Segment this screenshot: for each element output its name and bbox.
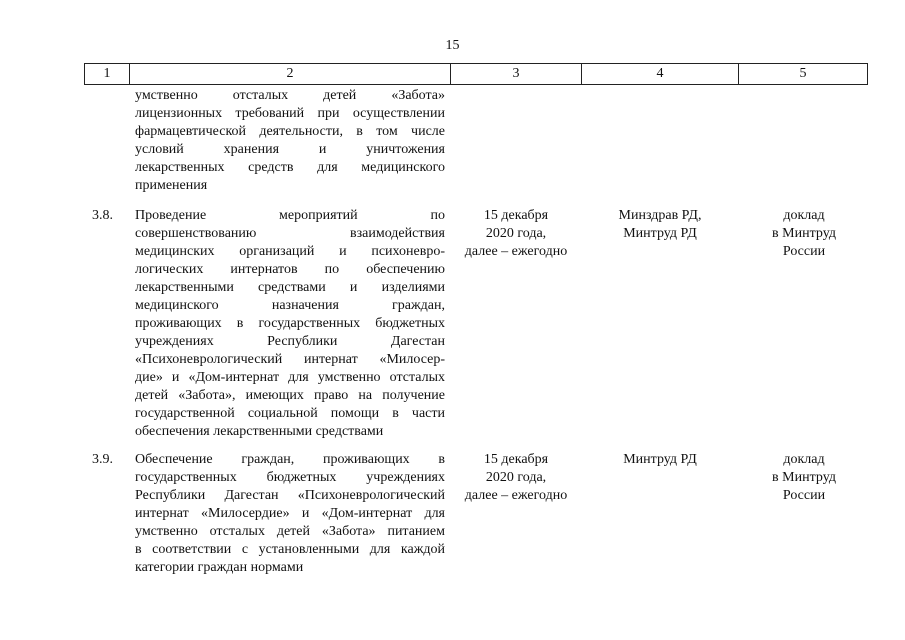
text-line: учреждениях Республики Дагестан [135, 334, 445, 349]
text-line: условий хранения и уничтожения [135, 142, 445, 157]
column-header-3: 3 [450, 64, 581, 84]
text-line: обеспечения лекарственными средствами [135, 424, 384, 439]
result-line: в Минтруд [772, 226, 836, 241]
result-line: доклад [783, 452, 825, 467]
row-number: 3.8. [92, 208, 113, 223]
result-line: доклад [783, 208, 825, 223]
result-line: России [782, 488, 826, 503]
executor-cell [582, 451, 738, 469]
result-line: в Минтруд [772, 470, 836, 485]
text-line: государственных бюджетных учреждениях [135, 470, 445, 485]
text-line: фармацевтической деятельности, в том числе [135, 124, 445, 139]
measure-text [135, 451, 445, 577]
deadline-line: 2020 года, [485, 226, 547, 241]
text-line: лекарственных средств для медицинского [135, 160, 445, 175]
row-number: 3.9. [92, 452, 113, 467]
deadline-line: 15 декабря [483, 452, 549, 467]
text-line: проживающих в государственных бюджетных [135, 316, 445, 331]
deadline-line: 2020 года, [485, 470, 547, 485]
text-line: интернат «Милосердие» и «Дом-интернат для [135, 506, 445, 521]
text-line: в соответствии с установленными для каждой [135, 542, 445, 557]
page-number: 15 [445, 38, 460, 53]
text-line: логических интернатов по обеспечению [135, 262, 445, 277]
text-line: применения [135, 178, 208, 193]
column-header-4: 4 [581, 64, 738, 84]
text-line: «Психоневрологический интернат «Милосер- [135, 352, 445, 367]
executor-line: Минтруд РД [623, 452, 697, 467]
text-line: Проведение мероприятий по [135, 208, 445, 223]
executor-cell [582, 207, 738, 243]
text-line: Обеспечение граждан, проживающих в [135, 452, 445, 467]
deadline-line: 15 декабря [483, 208, 549, 223]
column-header-5: 5 [738, 64, 868, 84]
text-line: дие» и «Дом-интернат для умственно отсталых [135, 370, 445, 385]
deadline-cell [452, 451, 580, 505]
text-line: медицинских организаций и психоневро- [135, 244, 445, 259]
table-header [84, 63, 868, 85]
column-header-2: 2 [129, 64, 450, 84]
measure-text [135, 87, 445, 195]
result-cell [739, 207, 869, 261]
deadline-cell [452, 207, 580, 261]
executor-line: Минздрав РД, [618, 208, 702, 223]
text-line: умственно отсталых детей «Забота» питанием [135, 524, 445, 539]
text-line: Республики Дагестан «Психоневрологический [135, 488, 445, 503]
result-line: России [782, 244, 826, 259]
text-line: совершенствованию взаимодействия [135, 226, 445, 241]
result-cell [739, 451, 869, 505]
column-header-1: 1 [84, 64, 129, 84]
executor-line: Минтруд РД [623, 226, 697, 241]
text-line: лицензионных требований при осуществлении [135, 106, 445, 121]
text-line: медицинского назначения граждан, [135, 298, 445, 313]
text-line: категории граждан нормами [135, 560, 304, 575]
text-line: детей «Забота», имеющих право на получение [135, 388, 445, 403]
text-line: лекарственными средствами и изделиями [135, 280, 445, 295]
text-line: умственно отсталых детей «Забота» [135, 88, 445, 103]
measure-text [135, 207, 445, 441]
text-line: государственной социальной помощи в части [135, 406, 445, 421]
deadline-line: далее – ежегодно [464, 244, 568, 259]
deadline-line: далее – ежегодно [464, 488, 568, 503]
